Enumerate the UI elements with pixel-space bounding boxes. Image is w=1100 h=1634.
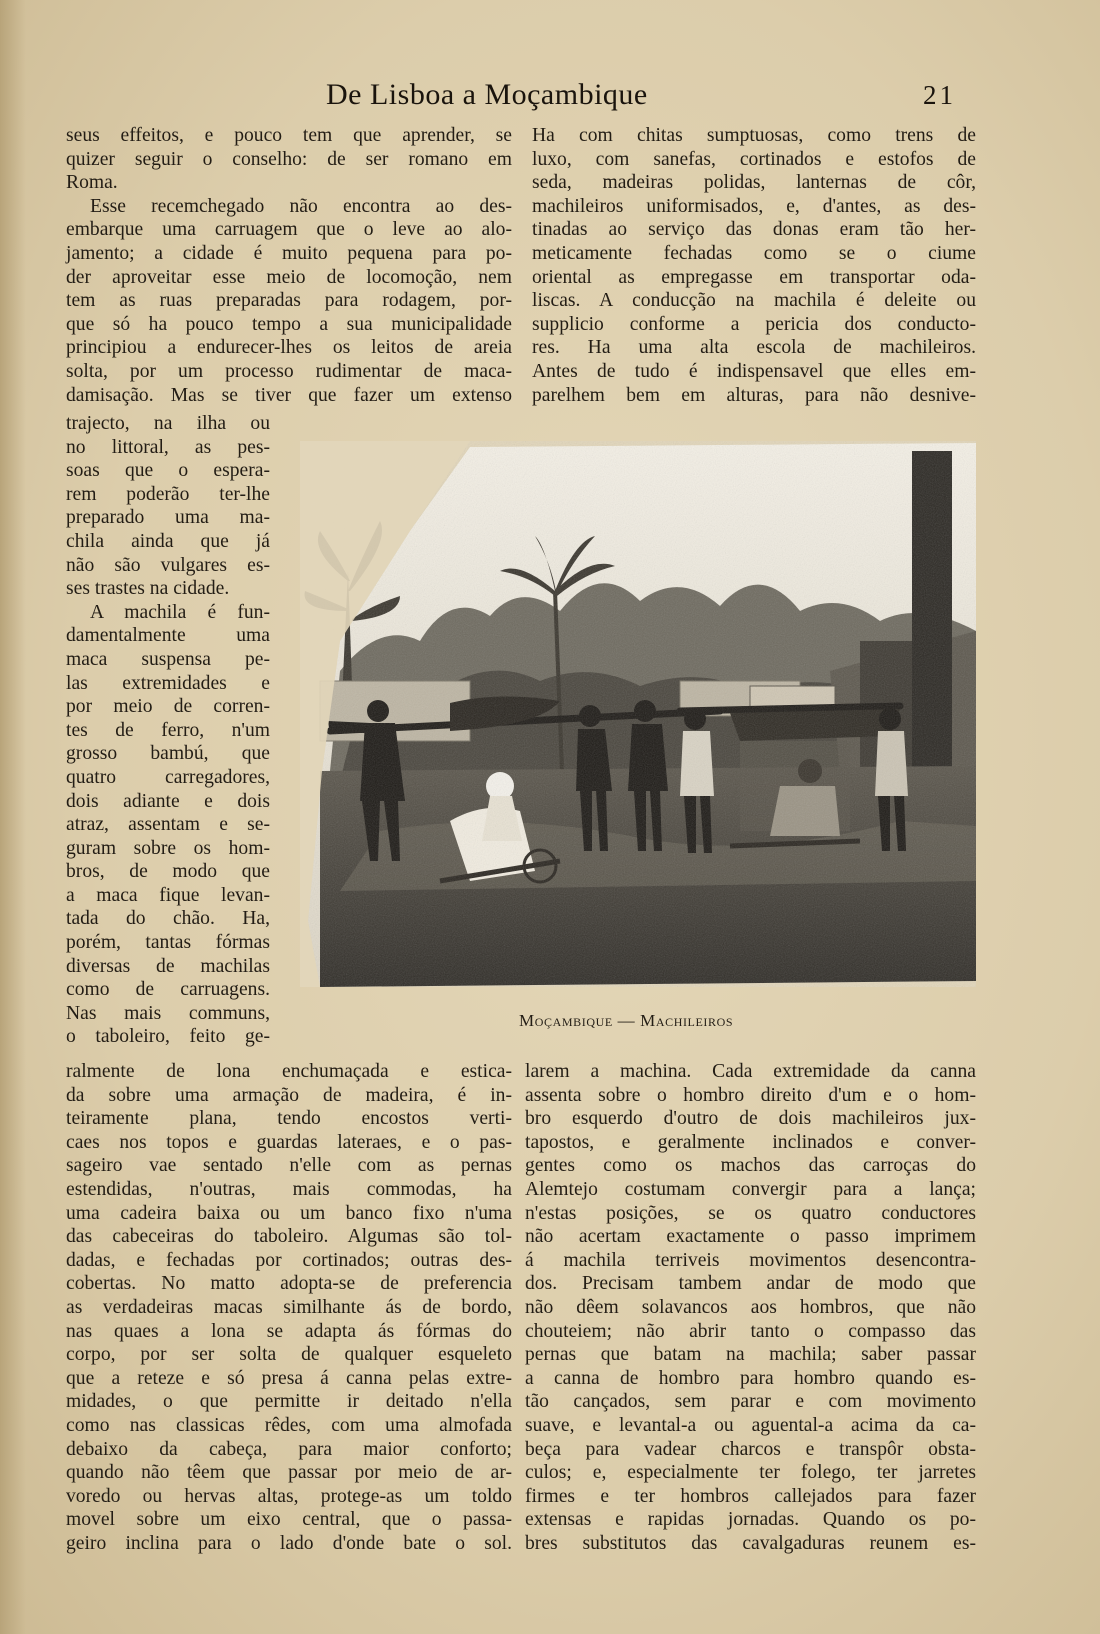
text-line: extensas e rapidas jornadas. Quando os po-	[525, 1509, 976, 1531]
text-line: o taboleiro, feito ge-	[66, 1026, 270, 1048]
text-line: das cabeceiras do taboleiro. Algumas são tol-	[66, 1226, 512, 1248]
text-line: chila ainda que já	[66, 530, 270, 552]
running-title: De Lisboa a Moçambique	[326, 78, 648, 111]
text-line: debaixo da cabeça, para maior conforto;	[66, 1438, 512, 1460]
right-column-bottom	[525, 1060, 976, 1555]
text-line: seus effeitos, e pouco tem que aprender, se	[66, 125, 512, 146]
text-line: no littoral, as pes-	[66, 436, 270, 458]
text-line: las extremidades e	[66, 672, 270, 694]
text-line: culos; e, especialmente ter folego, ter jarretes	[525, 1462, 976, 1484]
text-line: quizer seguir o conselho: de ser romano em	[66, 148, 512, 170]
running-head	[0, 78, 1100, 118]
text-line: larem a machina. Cada extremidade da canna	[525, 1061, 976, 1082]
text-line: der aproveitar esse meio de locomoção, nem	[66, 266, 512, 288]
text-line: liscas. A conducção na machila é deleite ou	[532, 290, 976, 312]
text-line: midades, o que permitte ir deitado n'ella	[66, 1391, 512, 1413]
text-line: diversas de machilas	[66, 955, 270, 977]
caption-subject: Machileiros	[640, 1011, 734, 1030]
left-column-top	[66, 124, 512, 407]
left-column-narrow	[66, 412, 270, 1049]
text-line: tada do chão. Ha,	[66, 908, 270, 930]
text-line: Ha com chitas sumptuosas, como trens de	[532, 125, 976, 146]
text-line: dois adiante e dois	[66, 790, 270, 812]
text-line: oriental as empregasse em transportar oda-	[532, 266, 976, 288]
text-line: supplicio conforme a pericia dos conducto-	[532, 313, 976, 335]
text-line: A machila é fun-	[90, 601, 270, 623]
text-line: uma cadeira baixa ou um banco fixo n'uma	[66, 1202, 512, 1224]
text-line: atraz, assentam e se-	[66, 814, 270, 836]
text-line: tão cançados, sem parar e com movimento	[525, 1391, 976, 1413]
text-line: bres substitutos das cavalgaduras reunem es-	[525, 1532, 976, 1554]
text-line: dos. Precisam tambem andar de modo que	[525, 1273, 976, 1295]
text-line: a canna de hombro para hombro quando es-	[525, 1367, 976, 1389]
text-line: Antes de tudo é indispensavel que elles em-	[532, 360, 976, 382]
text-line: teiramente plana, tendo encostos verti-	[66, 1108, 512, 1130]
gutter-shadow	[0, 0, 26, 1634]
text-line: a maca fique levan-	[66, 884, 270, 906]
text-line: quando não têem que passar por meio de ar-	[66, 1462, 512, 1484]
text-line: solta, por um processo rudimentar de maca-	[66, 360, 512, 382]
left-column-bottom	[66, 1060, 512, 1555]
text-line: res. Ha uma alta escola de machileiros.	[532, 337, 976, 359]
text-line: Esse recemchegado não encontra ao des-	[90, 195, 512, 217]
text-line: grosso bambú, que	[66, 743, 270, 765]
text-line: trajecto, na ilha ou	[66, 413, 270, 434]
text-line: não são vulgares es-	[66, 554, 270, 576]
text-line: jamento; a cidade é muito pequena para po-	[66, 242, 512, 264]
page-number: 21	[923, 80, 956, 110]
text-line: chouteiem; não abrir tanto o compasso das	[525, 1320, 976, 1342]
text-line: soas que o espera-	[66, 460, 270, 482]
text-line: que a reteze e só presa á canna pelas extre-	[66, 1367, 512, 1389]
machileiros-photo	[300, 441, 976, 987]
text-line: suave, e levantal-a ou aguental-a acima da ca-	[525, 1414, 976, 1436]
text-line: não dêem solavancos aos hombros, que não	[525, 1296, 976, 1318]
text-line: como nas classicas rêdes, com uma almofada	[66, 1414, 512, 1436]
text-line: luxo, com sanefas, cortinados e estofos de	[532, 148, 976, 170]
text-line: guram sobre os hom-	[66, 837, 270, 859]
text-line: tem as ruas preparadas para rodagem, por-	[66, 290, 512, 312]
right-column-top	[532, 124, 976, 407]
text-line: maca suspensa pe-	[66, 648, 270, 670]
text-line: Nas mais communs,	[66, 1002, 270, 1024]
text-line: movel sobre um eixo central, que o passa-	[66, 1509, 512, 1531]
text-line: meticamente fechadas como se o ciume	[532, 242, 976, 264]
text-line: cobertas. No matto adopta-se de preferencia	[66, 1273, 512, 1295]
caption-separator: —	[612, 1011, 641, 1030]
text-line: gentes como os machos das carroças do	[525, 1155, 976, 1177]
text-line: não acertam exactamente o passo imprimem	[525, 1226, 976, 1248]
text-line: as verdadeiras macas similhante ás de bordo,	[66, 1296, 512, 1318]
text-line: bro esquerdo d'outro de dois machileiros jux-	[525, 1108, 976, 1130]
text-line: beça para vadear charcos e transpôr obsta-	[525, 1438, 976, 1460]
text-line: que só ha pouco tempo a sua municipalidade	[66, 313, 512, 335]
text-line: n'estas posições, se os quatro conductores	[525, 1202, 976, 1224]
text-line: voredo ou hervas altas, protege-as um toldo	[66, 1485, 512, 1507]
text-line: tapostos, e geralmente inclinados e conver-	[525, 1131, 976, 1153]
text-line: da sobre uma armação de madeira, é in-	[66, 1084, 512, 1106]
caption-place: Moçambique	[519, 1011, 613, 1030]
text-line: seda, madeiras polidas, lanternas de côr,	[532, 172, 976, 194]
text-line: embarque uma carruagem que o leve ao alo-	[66, 219, 512, 241]
text-line: dadas, e fechadas por cortinados; outras des-	[66, 1249, 512, 1271]
text-line: parelhem bem em alturas, para não desnive-	[532, 384, 976, 406]
text-line: nas quaes a lona se adapta ás fórmas do	[66, 1320, 512, 1342]
text-line: principiou a endurecer-lhes os leitos de areia	[66, 337, 512, 359]
text-line: pernas que batam na machila; saber passar	[525, 1344, 976, 1366]
text-line: firmes e ter hombros callejados para fazer	[525, 1485, 976, 1507]
text-line: damisação. Mas se tiver que fazer um extenso	[66, 384, 512, 406]
text-line: tinadas ao serviço das donas eram tão her-	[532, 219, 976, 241]
text-line: rem poderão ter-lhe	[66, 483, 270, 505]
text-line: assenta sobre o hombro direito d'um e o hom-	[525, 1084, 976, 1106]
text-line: Alemtejo costumam convergir para a lança;	[525, 1178, 976, 1200]
figure-caption	[519, 1011, 733, 1031]
text-line: quatro carregadores,	[66, 766, 270, 788]
text-line: ses trastes na cidade.	[66, 578, 230, 600]
photo-figure	[300, 441, 976, 987]
text-line: como de carruagens.	[66, 979, 270, 1001]
text-line: Roma.	[66, 172, 118, 194]
text-line: preparado uma ma-	[66, 507, 270, 529]
text-line: machileiros uniformisados, e, d'antes, as des-	[532, 195, 976, 217]
text-line: á machila terriveis movimentos desencontra-	[525, 1249, 976, 1271]
text-line: damentalmente uma	[66, 625, 270, 647]
text-line: porém, tantas fórmas	[66, 932, 270, 954]
text-line: corpo, por ser solta de qualquer esqueleto	[66, 1344, 512, 1366]
text-line: sageiro vae sentado n'elle com as pernas	[66, 1155, 512, 1177]
text-line: caes nos topos e guardas lateraes, e o pas-	[66, 1131, 512, 1153]
text-line: ralmente de lona enchumaçada e estica-	[66, 1061, 512, 1082]
text-line: estendidas, n'outras, mais commodas, ha	[66, 1178, 512, 1200]
text-line: bros, de modo que	[66, 861, 270, 883]
text-line: geiro inclina para o lado d'onde bate o sol.	[66, 1532, 512, 1554]
text-line: tes de ferro, n'um	[66, 719, 270, 741]
text-line: por meio de corren-	[66, 696, 270, 718]
